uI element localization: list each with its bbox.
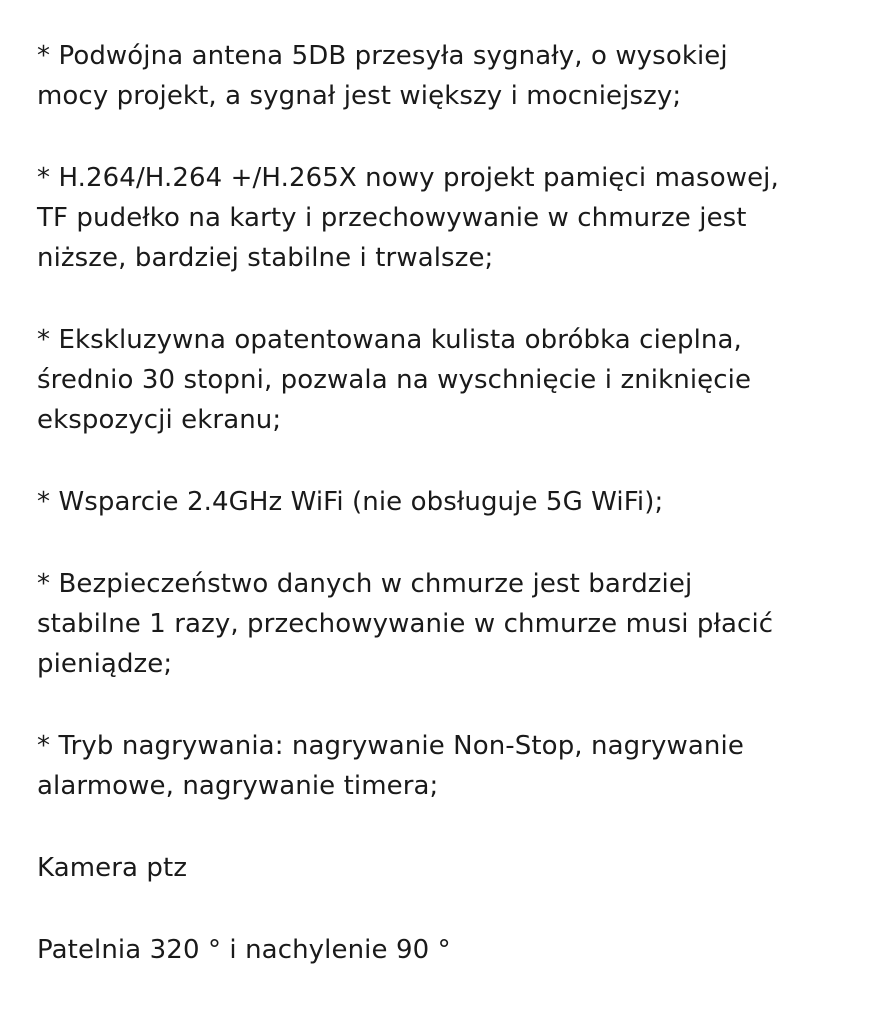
text-line: * Wsparcie 2.4GHz WiFi (nie obsługuje 5G WiFi); <box>37 487 664 517</box>
text-line: mocy projekt, a sygnał jest większy i mocniejszy; <box>37 81 682 111</box>
text-line: * Ekskluzywna opatentowana kulista obróbka cieplna, <box>37 325 742 355</box>
paragraph-antenna <box>37 36 867 116</box>
text-line: * Podwójna antena 5DB przesyła sygnały, o wysokiej <box>37 41 728 71</box>
paragraph-recording-mode <box>37 726 867 806</box>
text-line: średnio 30 stopni, pozwala na wyschnięcie i zniknięcie <box>37 365 752 395</box>
text-line: pieniądze; <box>37 649 173 679</box>
text-line: Patelnia 320 ° i nachylenie 90 ° <box>37 935 451 965</box>
paragraph-pan-tilt <box>37 930 867 970</box>
text-line: Kamera ptz <box>37 853 188 883</box>
text-line: * H.264/H.264 +/H.265X nowy projekt pamięci masowej, <box>37 163 779 193</box>
paragraph-storage <box>37 158 867 278</box>
paragraph-heat-treatment <box>37 320 867 440</box>
text-line: * Tryb nagrywania: nagrywanie Non-Stop, nagrywanie <box>37 731 744 761</box>
paragraph-cloud-security <box>37 564 867 684</box>
text-line: ekspozycji ekranu; <box>37 405 282 435</box>
text-line: TF pudełko na karty i przechowywanie w chmurze jest <box>37 203 747 233</box>
product-description <box>37 36 867 1012</box>
text-line: niższe, bardziej stabilne i trwalsze; <box>37 243 494 273</box>
paragraph-ptz-camera <box>37 848 867 888</box>
text-line: stabilne 1 razy, przechowywanie w chmurze musi płacić <box>37 609 774 639</box>
text-line: alarmowe, nagrywanie timera; <box>37 771 439 801</box>
text-line: * Bezpieczeństwo danych w chmurze jest bardziej <box>37 569 693 599</box>
paragraph-wifi <box>37 482 867 522</box>
